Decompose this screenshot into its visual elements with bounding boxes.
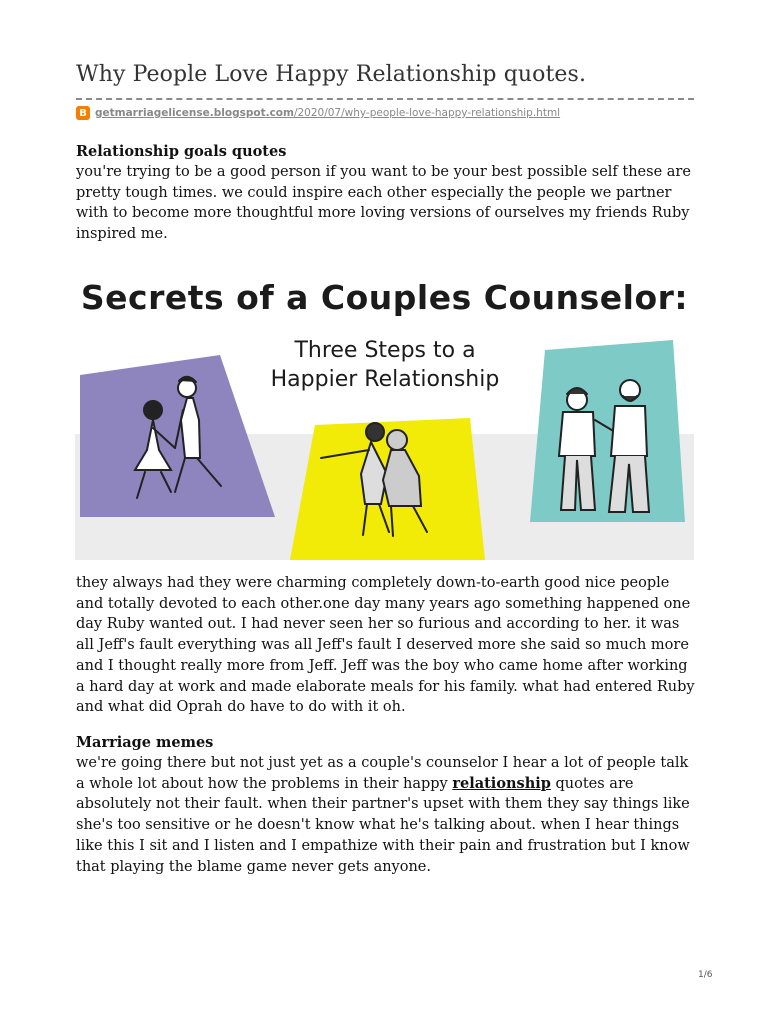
story-paragraph: they always had they were charming completely down-to-earth good nice people and totally devoted to each other.one day many years ago something happened one day Ruby wanted out. I had never seen her so furious and according to her. it was all Jeff's fault everything was all Jeff's fault I deserved more she said so much more and I thought really more from Jeff. Jeff was the boy who came home after working a hard day at work and made elaborate meals for his family. what had entered Ruby and what did Oprah do have to do with it oh. — [76, 575, 695, 716]
image-subtitle-line-1: Three Steps to a — [294, 338, 476, 363]
blogger-icon: B — [76, 106, 90, 120]
page-number: 1/6 — [698, 970, 713, 980]
image-title: Secrets of a Couples Counselor: — [80, 278, 689, 317]
title-divider — [76, 98, 694, 100]
marriage-memes-paragraph — [76, 753, 696, 877]
article-hero-image — [75, 260, 694, 560]
teal-panel — [530, 340, 685, 522]
source-path: /2020/07/why-people-love-happy-relationship.html — [293, 107, 561, 119]
page-title: Why People Love Happy Relationship quotes. — [76, 62, 587, 87]
paragraph-text-start: we're going there but not just yet as a couple's counselor I hear a lot of people talk a whole lot about how the problems in their happy — [76, 755, 689, 792]
source-link[interactable] — [95, 107, 560, 119]
image-subtitle-line-2: Happier Relationship — [270, 367, 500, 392]
source-link-row — [76, 105, 560, 121]
section-heading-marriage-memes: Marriage memes — [76, 734, 214, 751]
section-heading-relationship-goals: Relationship goals quotes — [76, 143, 287, 160]
image-subtitle — [225, 336, 545, 394]
intro-paragraph: you're trying to be a good person if you want to be your best possible self these are pretty tough times. we could inspire each other especially the people we partner with to become more thoughtful more loving versions of ourselves my friends Ruby inspired me. — [76, 164, 691, 243]
relationship-link[interactable]: relationship — [452, 774, 551, 792]
source-domain: getmarriagelicense.blogspot.com — [95, 107, 294, 119]
paragraph-text-end: quotes are absolutely not their fault. when their partner's upset with them they say things like she's too sensitive or he doesn't know what he's talking about. when I hear things like this I sit and I listen and I empathize with their pain and frustration but I know that playing the blame game never gets anyone. — [76, 775, 690, 875]
